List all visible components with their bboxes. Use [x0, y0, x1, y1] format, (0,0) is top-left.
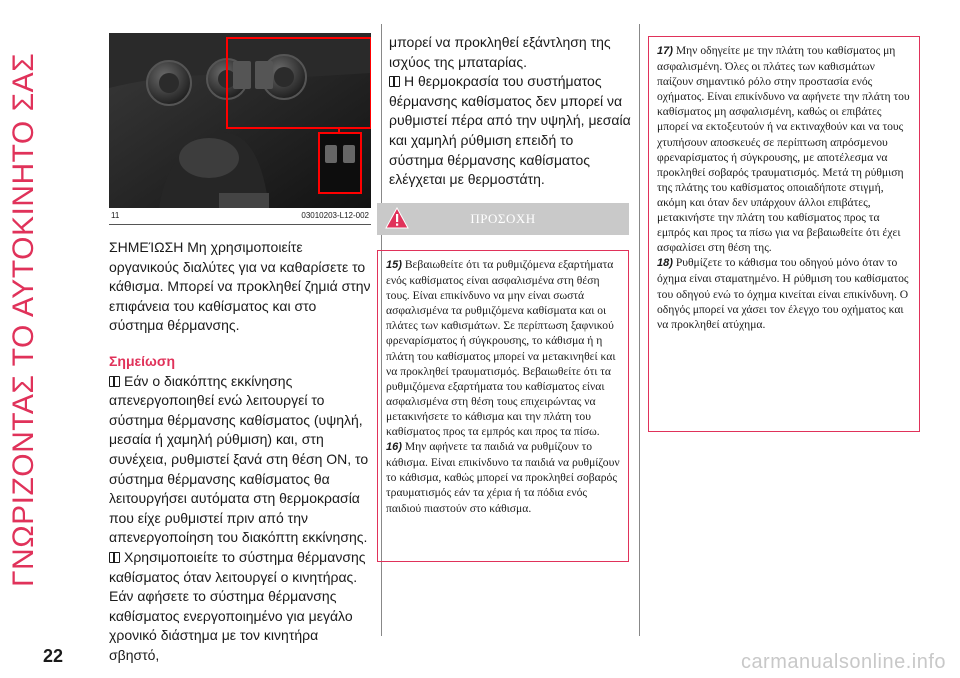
warning-box [648, 36, 920, 432]
page-number: 22 [43, 646, 64, 666]
continuation-text: μπορεί να προκληθεί εξάντληση της ισχύος της μπαταρίας. [389, 34, 611, 70]
watermark: carmanualsonline.info [740, 651, 946, 673]
warning-text: Βεβαιωθείτε ότι τα ρυθμιζόμενα εξαρτήματα ενός καθίσματος είναι ασφαλισμένα στη θέση τους. Είναι επικίνδυνο να μην είναι σωστά ασφαλισμένα τα ρυθμιζόμενα καθίσματα και οι πλάτες των καθισμάτων. Σε περίπτωση ξαφνικού φρεναρίσματος ή σύγκρουσης, το κάθισμα ή η πλάτη του καθίσματος μπορεί να μετακινηθεί και να προκληθεί τραυματισμός. Βεβαιωθείτε ότι τα ρυθμιζόμενα εξαρτήματα του καθίσματος είναι ασφαλισμένα στη θέση τους επιχειρώντας να μετακινήσετε το κάθισμα και την πλάτη του καθίσματος προς τα εμπρός και προς τα πίσω. [386, 258, 616, 439]
book-icon [109, 376, 120, 387]
book-icon [109, 552, 120, 563]
warning-number: 15) [386, 259, 402, 271]
bullet-text: Η θερμοκρασία του συστήματος θέρμανσης καθίσματος δεν μπορεί να ρυθμιστεί πέρα από την υψηλή, μεσαία και χαμηλή ρύθμιση επειδή το σύστημα θέρμανσης καθίσματος ελέγχεται με θερμοστάτη. [389, 73, 631, 188]
warning-box [377, 250, 629, 562]
warning-number: 18) [657, 257, 673, 270]
note-heading: Σημείωση [109, 352, 176, 369]
book-icon [389, 76, 400, 87]
warning-number: 17) [657, 45, 673, 57]
section-title: ΓΝΩΡΙΖΟΝΤΑΣ ΤΟ ΑΥΤΟΚΙΝΗΤΟ ΣΑΣ [7, 52, 40, 588]
caution-title: ΠΡΟΣΟΧΗ [470, 211, 536, 226]
warning-item [657, 43, 911, 255]
column-divider [639, 24, 640, 636]
warning-text: Μην αφήνετε τα παιδιά να ρυθμίζουν το κάθισμα. Είναι επικίνδυνο τα παιδιά να ρυθμίζουν το κάθισμα, καθώς μπορεί να προκληθεί σοβαρός τραυματισμός εάν τα χέρια ή τα πόδια ενός παιδιού πιαστούν στο κάθισμα. [386, 440, 620, 515]
bullet-text: Εάν ο διακόπτης εκκίνησης απενεργοποιηθεί ενώ λειτουργεί το σύστημα θέρμανσης καθίσματος (υψηλή, μεσαία ή χαμηλή ρύθμιση) και, στη συνέχεια, ρυθμιστεί ξανά στη θέση ON, το σύστημα θέρμανσης καθίσματος θα λειτουργήσει αυτόματα στη θερμοκρασία που είχε ρυθμιστεί πριν από την απενεργοποίηση του διακόπτη εκκίνησης. [109, 372, 369, 546]
warning-number: 16) [386, 441, 402, 454]
heated-seat-switch-photo [109, 33, 371, 208]
caution-banner [377, 203, 629, 235]
note-paragraph: ΣΗΜΕΊΩΣΗ Μη χρησιμοποιείτε οργανικούς διαλύτες για να καθαρίσετε το κάθισμα. Μπορεί να προκληθεί ζημιά στην επιφάνεια του καθίσματος και στο σύστημα θέρμανσης. [109, 239, 371, 334]
warning-text: Ρυθμίζετε το κάθισμα του οδηγού μόνο όταν το όχημα είναι σταματημένο. Η ρύθμιση του καθίσματος του οδηγού ενώ το όχημα κινείται είναι επικίνδυνη. Ο οδηγός μπορεί να χάσει τον έλεγχο του οχήματος και να προκληθεί ατύχημα. [657, 256, 909, 331]
middle-column [389, 33, 631, 190]
note-bullet [109, 372, 371, 548]
figure-code: 03010203-L12-002 [301, 211, 369, 220]
bullet-text: Χρησιμοποιείτε το σύστημα θέρμανσης καθίσματος όταν λειτουργεί ο κινητήρας. Εάν αφήσετε το σύστημα θέρμανσης καθίσματος ενεργοποιημένο για μεγάλο χρονικό διάστημα με τον κινητήρα σβηστό, [109, 548, 366, 663]
left-column [109, 238, 371, 665]
caption-rule [109, 224, 371, 225]
warning-item [657, 255, 911, 331]
figure-number: 11 [111, 211, 120, 220]
figure-caption [109, 211, 371, 223]
warning-item [386, 439, 620, 515]
warning-text: Μην οδηγείτε με την πλάτη του καθίσματος μη ασφαλισμένη. Όλες οι πλάτες των καθισμάτων παίζουν σημαντικό ρόλο στην προστασία ενός οχήματος. Είναι επικίνδυνο να αφήνετε την πλάτη του καθίσματος μη ασφαλισμένη, καθώς οι επιβάτες μπορεί να εκτοξευτούν ή να εκτιναχθούν και να τους χτυπήσουν αποσκευές σε περίπτωση απρόσμενου φρεναρίσματος ή σύγκρουσης, με αποτέλεσμα να προκληθεί σοβαρός τραυματισμός. Μετά τη ρύθμιση της πλάτης του καθίσματος οποιαδήποτε στιγμή, ακόμη και όταν δεν υπάρχουν άλλοι επιβάτες, μετακινήστε την πλάτη του καθίσματος προς τα εμπρός και προς τα πίσω για να βεβαιωθείτε ότι έχει ασφαλίσει στη θέση της. [657, 44, 910, 255]
note-bullet [389, 72, 631, 190]
note-bullet [109, 548, 371, 666]
warning-item [386, 257, 620, 439]
